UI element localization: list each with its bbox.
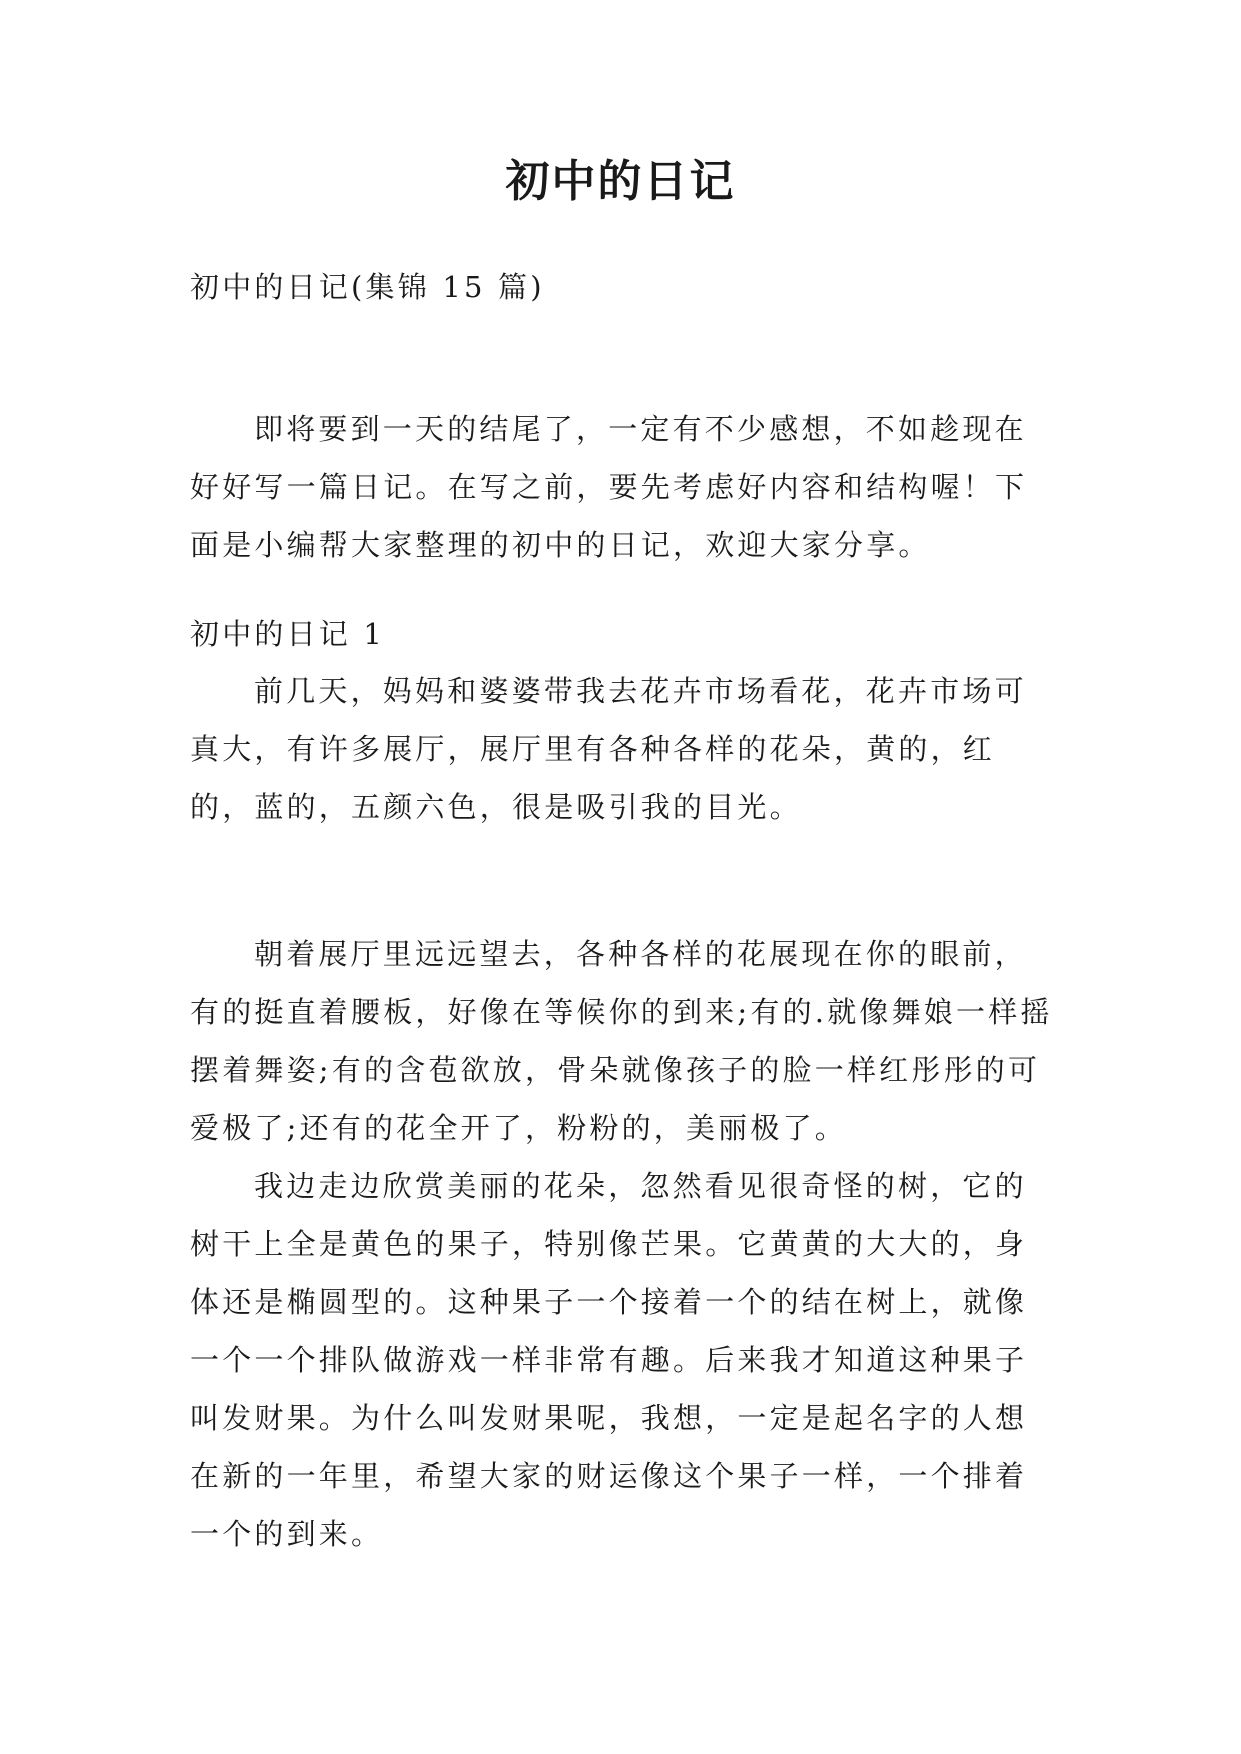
- document-title: 初中的日记: [505, 156, 736, 207]
- section-heading: 初中的日记 1: [190, 617, 386, 651]
- body-paragraph-3: 我边走边欣赏美丽的花朵，忽然看见很奇怪的树，它的树干上全是黄色的果子，特别像芒果。它黄黄的大大的，身体还是椭圆型的。这种果子一个接着一个的结在树上，就像一个一个排队做游戏一样非常有趣。后来我才知道这种果子叫发财果。为什么叫发财果呢，我想，一定是起名字的人想在新的一年里，希望大家的财运像这个果子一样，一个排着一个的到来。: [190, 1169, 1028, 1551]
- body-paragraph-2: 朝着展厅里远远望去，各种各样的花展现在你的眼前，有的挺直着腰板，好像在等候你的到来;有的.就像舞娘一样摇摆着舞姿;有的含苞欲放，骨朵就像孩子的脸一样红彤彤的可爱极了;还有的花全开了，粉粉的，美丽极了。: [190, 937, 1053, 1145]
- intro-paragraph: 即将要到一天的结尾了，一定有不少感想，不如趁现在好好写一篇日记。在写之前，要先考虑好内容和结构喔！下面是小编帮大家整理的初中的日记，欢迎大家分享。: [190, 412, 1028, 562]
- document-subtitle: 初中的日记(集锦 15 篇): [190, 270, 545, 304]
- body-paragraph-1: 前几天，妈妈和婆婆带我去花卉市场看花，花卉市场可真大，有许多展厅，展厅里有各种各样的花朵，黄的，红的，蓝的，五颜六色，很是吸引我的目光。: [190, 674, 1027, 824]
